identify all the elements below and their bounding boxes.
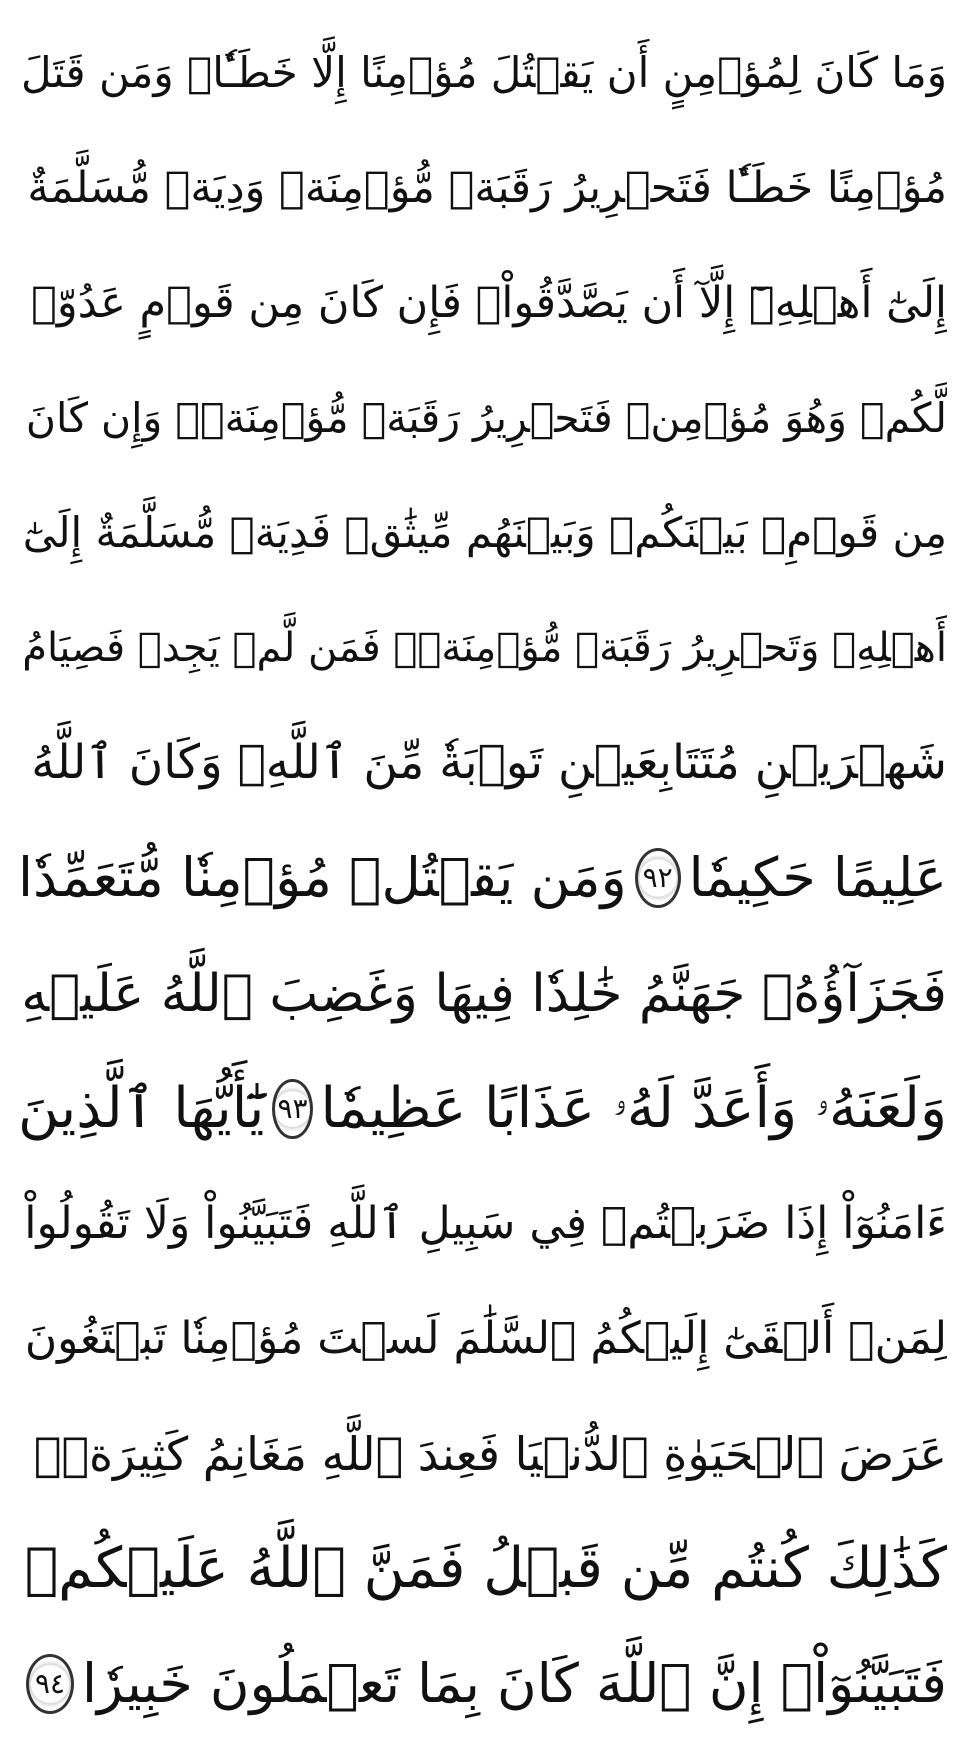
verse-text: ءَامَنُوٓاْ إِذَا ضَرَبۡتُمۡ فِي سَبِيلِ ٱللَّهِ فَتَبَيَّنُواْ وَلَا تَقُولُواْ (24, 1197, 947, 1249)
text-line (18, 825, 947, 931)
text-line (18, 250, 947, 356)
verse-text: إِلَىٰٓ أَهۡلِهِۦٓ إِلَّآ أَن يَصَّدَّقُواْۚ فَإِن كَانَ مِن قَوۡمٍ عَدُوّٖ (31, 278, 947, 329)
verse-text: كَذَٰلِكَ كُنتُم مِّن قَبۡلُ فَمَنَّ ٱللَّهُ عَلَيۡكُمۡ (24, 1535, 947, 1601)
verse-text: فَتَبَيَّنُوٓاْۚ إِنَّ ٱللَّهَ كَانَ بِمَا تَعۡمَلُونَ خَبِيرٗا (81, 1651, 947, 1715)
verse-text: شَهۡرَيۡنِ مُتَتَابِعَيۡنِ تَوۡبَةٗ مِّنَ ٱللَّهِۗ وَكَانَ ٱللَّهُ (31, 735, 947, 791)
verse-text: وَلَعَنَهُۥ وَأَعَدَّ لَهُۥ عَذَابًا عَظِيمٗا (320, 1075, 947, 1141)
text-line (18, 1631, 947, 1737)
text-line (18, 135, 947, 241)
text-line (18, 1056, 947, 1162)
verse-text: مُؤۡمِنًا خَطَـٔٗا فَتَحۡرِيرُ رَقَبَةٖ مُّؤۡمِنَةٖ وَدِيَةٞ مُّسَلَّمَةٌ (27, 163, 947, 214)
text-line (18, 1286, 947, 1392)
text-line (18, 1401, 947, 1507)
text-line (18, 480, 947, 586)
verse-text: لَّكُمۡ وَهُوَ مُؤۡمِنٞ فَتَحۡرِيرُ رَقَبَةٖ مُّؤۡمِنَةٖۖ وَإِن كَانَ (25, 394, 947, 443)
ayah-number-marker: ٩٤ (26, 1654, 74, 1714)
text-line (18, 20, 947, 126)
verse-text: مِن قَوۡمِۭ بَيۡنَكُمۡ وَبَيۡنَهُم مِّيثَٰقٞ فَدِيَةٞ مُّسَلَّمَةٌ إِلَىٰٓ (22, 508, 947, 558)
ayah-number-marker: ٩٣ (272, 1079, 312, 1139)
verse-text: لِمَنۡ أَلۡقَىٰٓ إِلَيۡكُمُ ٱلسَّلَٰمَ لَسۡتَ مُؤۡمِنٗا تَبۡتَغُونَ (24, 1312, 947, 1364)
quran-text-block (18, 20, 947, 1737)
verse-text: فَجَزَآؤُهُۥ جَهَنَّمُ خَٰلِدٗا فِيهَا وَغَضِبَ ٱللَّهُ عَلَيۡهِ (21, 963, 947, 1024)
verse-text: وَمَن يَقۡتُلۡ مُؤۡمِنٗا مُّتَعَمِّدٗا (18, 846, 627, 910)
text-line (18, 595, 947, 701)
verse-text: يَٰٓأَيُّهَا ٱلَّذِينَ (18, 1075, 265, 1141)
text-line (18, 365, 947, 471)
verse-text: عَلِيمًا حَكِيمٗا (688, 846, 947, 910)
verse-text: وَمَا كَانَ لِمُؤۡمِنٍ أَن يَقۡتُلَ مُؤۡمِنًا إِلَّا خَطَـٔٗاۚ وَمَن قَتَلَ (21, 48, 947, 97)
text-line (18, 1171, 947, 1277)
verse-text: أَهۡلِهِۦ وَتَحۡرِيرُ رَقَبَةٖ مُّؤۡمِنَةٖۖ فَمَن لَّمۡ يَجِدۡ فَصِيَامُ (22, 625, 947, 672)
text-line (18, 941, 947, 1047)
verse-text: عَرَضَ ٱلۡحَيَوٰةِ ٱلدُّنۡيَا فَعِندَ ٱللَّهِ مَغَانِمُ كَثِيرَةٞۚ (33, 1426, 947, 1481)
ayah-number-marker: ٩٢ (635, 848, 681, 908)
text-line (18, 1516, 947, 1622)
text-line (18, 710, 947, 816)
